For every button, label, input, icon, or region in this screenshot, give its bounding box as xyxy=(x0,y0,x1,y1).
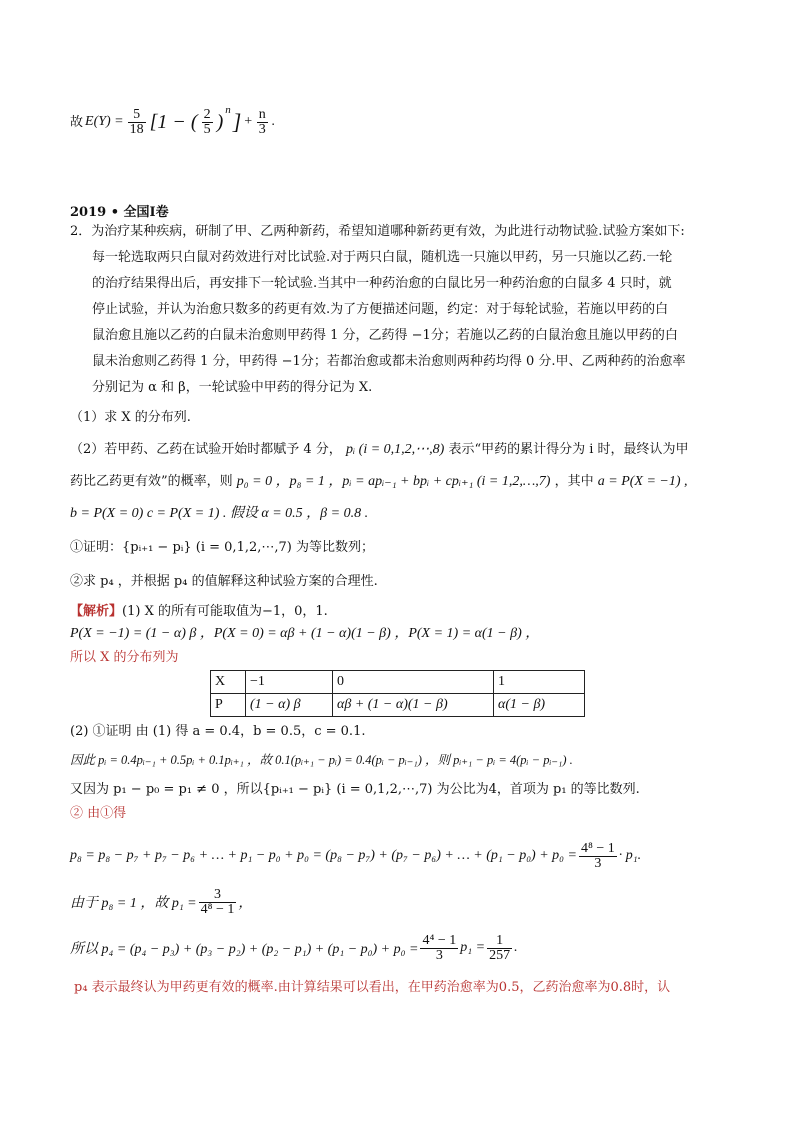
solution-line-8 xyxy=(70,838,641,874)
q2-l1-c: 表示“甲药的累计得分为 i 时，最终认为甲 xyxy=(448,442,689,457)
solution-line-5: 因此 pᵢ = 0.4pᵢ₋₁ + 0.5pᵢ + 0.1pᵢ₊₁ ，故 0.1(pᵢ₊₁ − pᵢ) = 0.4(pᵢ − pᵢ₋₁) ，则 pᵢ₊₁ − pᵢ = 4(pᵢ − pᵢ₋₁) . xyxy=(70,753,573,767)
l8-text: p₈ = p₈ − p₇ + p₇ − p₆ + … + p₁ − p₀ + p₀ = (p₈ − p₇) + (p₇ − p₆) + … + (p₁ − p₀) + p₀ = xyxy=(70,848,577,863)
problem-line-6: 鼠未治愈则乙药得 1 分，甲药得 −1分；若都治愈或都未治愈则两种药均得 0 分.甲、乙两种药的治愈率 xyxy=(92,354,686,369)
inner-denominator: 5 xyxy=(203,121,211,137)
formula-lead: 故 xyxy=(70,114,84,129)
distribution-table xyxy=(210,670,585,717)
subquestion-1: ①证明：{pᵢ₊₁ − pᵢ} (i = 0,1,2,⋯,7) 为等比数列； xyxy=(70,540,374,555)
table-row xyxy=(211,671,585,694)
solution-line-11: p₄ 表示最终认为甲药更有效的概率.由计算结果可以看出，在甲药治愈率为0.5，乙药治愈率为0.8时，认 xyxy=(74,980,671,995)
solution-line-4: (2) ①证明 由 (1) 得 a = 0.4，b = 0.5，c = 0.1. xyxy=(70,724,366,739)
solution-line-7: ② 由①得 xyxy=(70,806,127,821)
l10-fraction-1 xyxy=(420,934,458,963)
l9-numerator: 3 xyxy=(199,888,237,903)
table-cell: α(1 − β) xyxy=(494,694,585,717)
q2-l2-a: 药比乙药更有效”的概率，则 xyxy=(70,474,233,489)
q2-l1-a: （2）若甲药、乙药在试验开始时都赋予 4 分， xyxy=(70,442,342,457)
problem-line-5: 鼠治愈且施以乙药的白鼠未治愈则甲药得 1 分，乙药得 −1分；若施以乙药的白鼠治愈且施以甲药的白 xyxy=(92,328,678,343)
q2-l2-d: a = P(X = −1) , xyxy=(597,474,688,489)
table-cell: (1 − α) β xyxy=(246,694,333,717)
l10-mid: p₁ = xyxy=(460,940,486,955)
formula-n-fraction xyxy=(257,108,268,137)
l10-fraction-2 xyxy=(487,934,512,963)
q2-l2-c: ，其中 xyxy=(554,474,594,489)
l10-end: . xyxy=(514,940,518,955)
l8-denominator: 3 xyxy=(594,855,602,871)
problem-line-2: 每一轮选取两只白鼠对药效进行对比试验.对于两只白鼠，随机选一只施以甲药，另一只施以乙药.一轮 xyxy=(92,250,673,265)
l10-numerator-1: 4⁴ − 1 xyxy=(422,932,457,948)
table-cell: X xyxy=(211,671,246,694)
table-row xyxy=(211,694,585,717)
formula-inner-left: [1 − ( xyxy=(149,110,198,133)
problem-line-1: 2．为治疗某种疾病，研制了甲、乙两种新药，希望知道哪种新药更有效，为此进行动物试验.试验方案如下: xyxy=(70,224,685,239)
solution-line-2: P(X = −1) = (1 − α) β ，P(X = 0) = αβ + (1 − α)(1 − β) ，P(X = 1) = α(1 − β) ， xyxy=(70,626,540,641)
exam-header: 2019 • 全国Ⅰ卷 xyxy=(70,205,169,220)
l9-a: 由于 p₈ = 1 ，故 p₁ = xyxy=(70,896,197,911)
solution-l1: (1) X 的所有可能取值为−1，0，1. xyxy=(122,604,328,619)
question-2-line-2 xyxy=(70,474,688,490)
formula-close-bracket: ] xyxy=(232,109,242,134)
table-cell: 1 xyxy=(494,671,585,694)
coef-denominator: 18 xyxy=(129,121,144,137)
formula-end: . xyxy=(271,114,276,129)
l9-denominator: 4⁸ − 1 xyxy=(200,901,235,917)
n-denominator: 3 xyxy=(258,121,266,137)
problem-line-4: 停止试验，并认为治愈只数多的药更有效.为了方便描述问题，约定：对于每轮试验，若施以甲药的白 xyxy=(92,302,669,317)
problem-line-7: 分别记为 α 和 β，一轮试验中甲药的得分记为 X. xyxy=(92,380,373,395)
l8-tail: · p₁. xyxy=(618,848,642,863)
subquestion-2: ②求 p₄ ，并根据 p₄ 的值解释这种试验方案的合理性. xyxy=(70,574,378,589)
formula-inner-right: ) xyxy=(216,110,224,133)
l9-fraction xyxy=(199,888,237,917)
formula-lhs: E(Y) = xyxy=(85,114,124,129)
expectation-formula xyxy=(70,102,275,142)
solution-line-6: 又因为 p₁ − p₀ = p₁ ≠ 0 ，所以{pᵢ₊₁ − pᵢ} (i = 0,1,2,⋯,7) 为公比为4，首项为 p₁ 的等比数列. xyxy=(70,782,640,797)
problem-line-3: 的治疗结果得出后，再安排下一轮试验.当其中一种药治愈的白鼠比另一种药治愈的白鼠多 4 只时，就 xyxy=(92,276,672,291)
solution-line-1 xyxy=(70,604,328,620)
q2-l2-b: p₀ = 0 ，p₈ = 1 ，pᵢ = apᵢ₋₁ + bpᵢ + cpᵢ₊₁ (i = 1,2,…,7) xyxy=(236,474,551,489)
inner-numerator: 2 xyxy=(203,106,211,122)
n-numerator: n xyxy=(258,106,266,122)
solution-tag: 【解析】 xyxy=(70,604,123,619)
table-cell: 0 xyxy=(333,671,494,694)
l8-numerator: 4⁸ − 1 xyxy=(580,840,615,856)
question-2-line-1 xyxy=(70,442,689,458)
l8-fraction xyxy=(579,842,617,871)
l10-numerator-2: 1 xyxy=(487,934,512,949)
table-cell: −1 xyxy=(246,671,333,694)
question-2-line-3: b = P(X = 0) c = P(X = 1) . 假设 α = 0.5 ，β = 0.8 . xyxy=(70,506,369,521)
formula-exponent: n xyxy=(225,104,231,116)
solution-line-3: 所以 X 的分布列为 xyxy=(70,650,179,665)
q2-l1-b: pᵢ (i = 0,1,2,⋯,8) xyxy=(345,442,445,457)
formula-coef-fraction xyxy=(128,108,146,137)
formula-inner-fraction xyxy=(202,108,213,137)
table-cell: P xyxy=(211,694,246,717)
formula-plus: + xyxy=(243,114,253,129)
coef-numerator: 5 xyxy=(128,108,146,123)
l9-tail: ， xyxy=(238,896,253,911)
l10-a: 所以 p₄ = (p₄ − p₃) + (p₃ − p₂) + (p₂ − p₁) + (p₁ − p₀) + p₀ = xyxy=(70,942,419,957)
solution-line-9 xyxy=(70,884,252,920)
l10-denominator-1: 3 xyxy=(435,947,443,963)
question-1: （1）求 X 的分布列. xyxy=(70,410,191,425)
solution-line-10 xyxy=(70,930,518,966)
l10-denominator-2: 257 xyxy=(489,947,511,963)
table-cell: αβ + (1 − α)(1 − β) xyxy=(333,694,494,717)
